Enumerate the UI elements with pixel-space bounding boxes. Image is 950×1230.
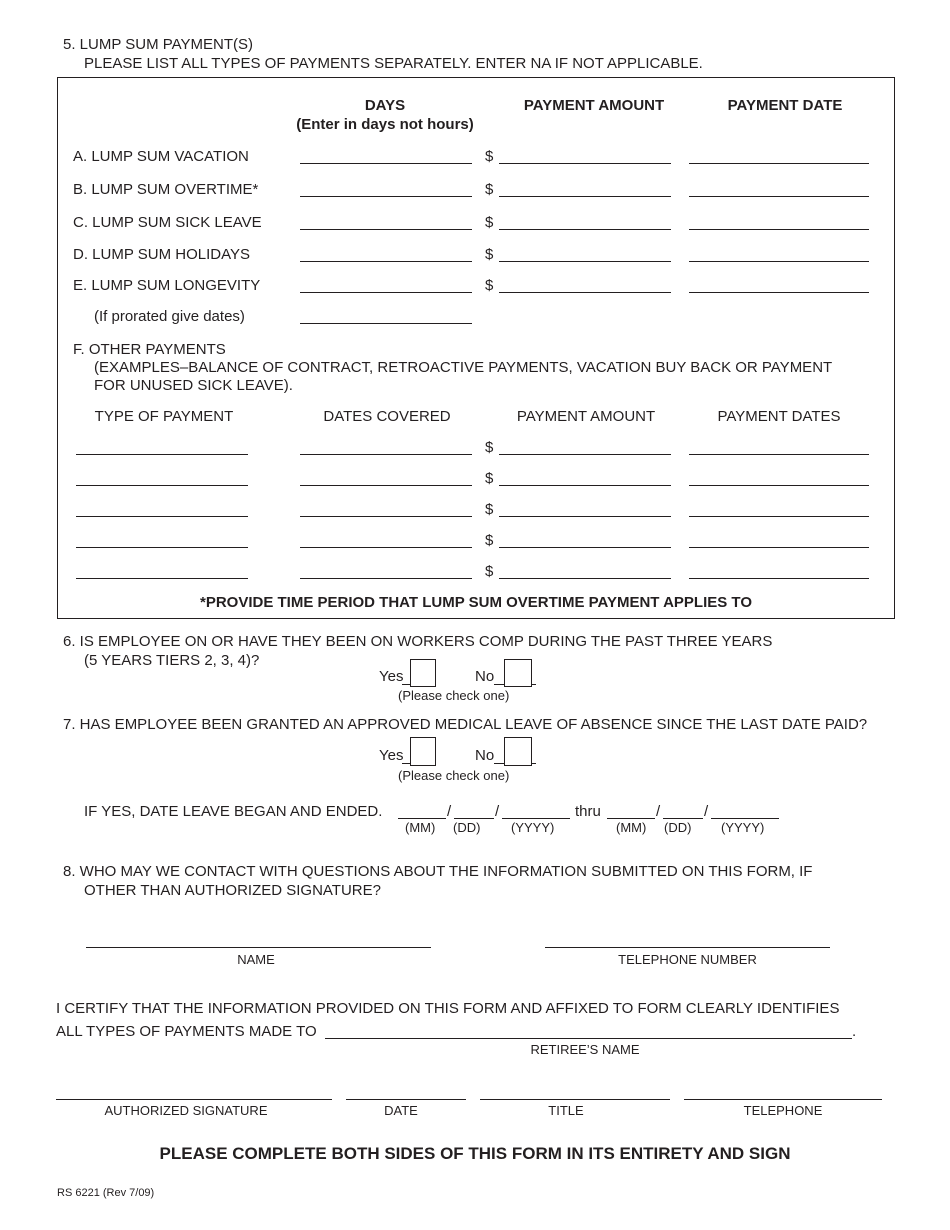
col-payment-amount: PAYMENT AMOUNT	[516, 408, 656, 425]
dollar-sign: $	[485, 246, 494, 263]
section-8-question: 8. WHO MAY WE CONTACT WITH QUESTIONS ABOUT THE INFORMATION SUBMITTED ON THIS FORM, IF	[63, 863, 813, 880]
q6-no-checkbox[interactable]	[504, 659, 532, 687]
section-5-heading: 5. LUMP SUM PAYMENT(S)	[63, 36, 254, 53]
dollar-sign: $	[485, 470, 494, 487]
other-dates-field[interactable]	[300, 547, 472, 548]
other-payment-date-field[interactable]	[689, 454, 869, 455]
overtime-amount-field[interactable]	[499, 196, 671, 197]
sick-leave-date-field[interactable]	[689, 229, 869, 230]
other-type-field[interactable]	[76, 516, 248, 517]
other-dates-field[interactable]	[300, 578, 472, 579]
sick-leave-days-field[interactable]	[300, 229, 472, 230]
other-payments-desc-2: FOR UNUSED SICK LEAVE).	[94, 377, 293, 394]
other-payment-date-field[interactable]	[689, 578, 869, 579]
dollar-sign: $	[485, 532, 494, 549]
certify-period: .	[852, 1023, 857, 1040]
col-type-of-payment: TYPE OF PAYMENT	[94, 408, 234, 425]
signature-telephone-field[interactable]	[684, 1099, 882, 1100]
col-payment-dates: PAYMENT DATES	[717, 408, 841, 425]
dollar-sign: $	[485, 563, 494, 580]
yes-label: Yes	[379, 668, 404, 685]
other-type-field[interactable]	[76, 454, 248, 455]
holidays-date-field[interactable]	[689, 261, 869, 262]
retiree-name-field[interactable]	[325, 1038, 852, 1039]
date-slash: /	[704, 803, 709, 820]
leave-begin-day-field[interactable]	[454, 818, 494, 819]
row-label-overtime: B. LUMP SUM OVERTIME*	[73, 181, 259, 198]
contact-name-field[interactable]	[86, 947, 431, 948]
q7-no-checkbox[interactable]	[504, 737, 532, 766]
row-label-sick-leave: C. LUMP SUM SICK LEAVE	[73, 214, 262, 231]
retiree-name-label: RETIREE’S NAME	[530, 1042, 640, 1057]
dollar-sign: $	[485, 214, 494, 231]
vacation-amount-field[interactable]	[499, 163, 671, 164]
longevity-days-field[interactable]	[300, 292, 472, 293]
dollar-sign: $	[485, 181, 494, 198]
row-label-vacation: A. LUMP SUM VACATION	[73, 148, 249, 165]
other-amount-field[interactable]	[499, 454, 671, 455]
date-slash: /	[495, 803, 500, 820]
yes-label: Yes	[379, 747, 404, 764]
holidays-days-field[interactable]	[300, 261, 472, 262]
vacation-days-field[interactable]	[300, 163, 472, 164]
other-amount-field[interactable]	[499, 516, 671, 517]
other-dates-field[interactable]	[300, 485, 472, 486]
other-payments-desc-1: (EXAMPLES–BALANCE OF CONTRACT, RETROACTIVE PAYMENTS, VACATION BUY BACK OR PAYMENT	[94, 359, 833, 376]
authorized-signature-label: AUTHORIZED SIGNATURE	[104, 1103, 268, 1118]
no-label: No	[475, 668, 495, 685]
overtime-footnote: *PROVIDE TIME PERIOD THAT LUMP SUM OVERTIME PAYMENT APPLIES TO	[199, 594, 752, 611]
yyyy-label: (YYYY)	[721, 820, 765, 835]
leave-end-month-field[interactable]	[607, 818, 655, 819]
yyyy-label: (YYYY)	[511, 820, 555, 835]
col-dates-covered: DATES COVERED	[323, 408, 451, 425]
form-id: RS 6221 (Rev 7/09)	[57, 1187, 155, 1199]
other-dates-field[interactable]	[300, 454, 472, 455]
other-amount-field[interactable]	[499, 485, 671, 486]
other-type-field[interactable]	[76, 485, 248, 486]
signature-date-label: DATE	[384, 1103, 418, 1118]
col-amount-header: PAYMENT AMOUNT	[523, 97, 665, 114]
other-type-field[interactable]	[76, 547, 248, 548]
prorated-label: (If prorated give dates)	[94, 308, 245, 325]
leave-end-day-field[interactable]	[663, 818, 703, 819]
overtime-days-field[interactable]	[300, 196, 472, 197]
contact-phone-field[interactable]	[545, 947, 830, 948]
holidays-amount-field[interactable]	[499, 261, 671, 262]
dd-label: (DD)	[664, 820, 692, 835]
section-8-question-cont: OTHER THAN AUTHORIZED SIGNATURE?	[84, 882, 381, 899]
signature-title-field[interactable]	[480, 1099, 670, 1100]
overtime-date-field[interactable]	[689, 196, 869, 197]
col-days-subheader: (Enter in days not hours)	[296, 116, 474, 133]
signature-date-field[interactable]	[346, 1099, 466, 1100]
dollar-sign: $	[485, 148, 494, 165]
col-date-header: PAYMENT DATE	[727, 97, 843, 114]
sick-leave-amount-field[interactable]	[499, 229, 671, 230]
q6-yes-checkbox[interactable]	[410, 659, 436, 687]
section-6-question: 6. IS EMPLOYEE ON OR HAVE THEY BEEN ON WORKERS COMP DURING THE PAST THREE YEARS	[63, 633, 773, 650]
q7-yes-checkbox[interactable]	[410, 737, 436, 766]
col-days-header: DAYS	[364, 97, 406, 114]
dollar-sign: $	[485, 439, 494, 456]
signature-telephone-label: TELEPHONE	[743, 1103, 823, 1118]
prorated-dates-field[interactable]	[300, 323, 472, 324]
dollar-sign: $	[485, 501, 494, 518]
certify-text: I CERTIFY THAT THE INFORMATION PROVIDED ON THIS FORM AND AFFIXED TO FORM CLEARLY IDENTIFIES	[56, 1000, 840, 1017]
no-label: No	[475, 747, 495, 764]
longevity-date-field[interactable]	[689, 292, 869, 293]
check-one-note: (Please check one)	[398, 768, 510, 783]
section-5-instruction: PLEASE LIST ALL TYPES OF PAYMENTS SEPARATELY. ENTER NA IF NOT APPLICABLE.	[84, 55, 703, 72]
if-yes-date-label: IF YES, DATE LEAVE BEGAN AND ENDED.	[84, 803, 383, 820]
row-label-holidays: D. LUMP SUM HOLIDAYS	[73, 246, 250, 263]
vacation-date-field[interactable]	[689, 163, 869, 164]
other-payment-date-field[interactable]	[689, 547, 869, 548]
contact-name-label: NAME	[237, 952, 275, 967]
date-slash: /	[656, 803, 661, 820]
dd-label: (DD)	[453, 820, 481, 835]
authorized-signature-field[interactable]	[56, 1099, 332, 1100]
complete-both-sides-notice: PLEASE COMPLETE BOTH SIDES OF THIS FORM IN ITS ENTIRETY AND SIGN	[159, 1144, 791, 1163]
section-7-question: 7. HAS EMPLOYEE BEEN GRANTED AN APPROVED MEDICAL LEAVE OF ABSENCE SINCE THE LAST DATE PAID?	[63, 716, 868, 733]
mm-label: (MM)	[405, 820, 436, 835]
certify-text-cont: ALL TYPES OF PAYMENTS MADE TO	[56, 1023, 317, 1040]
check-one-note: (Please check one)	[398, 688, 510, 703]
other-payment-date-field[interactable]	[689, 516, 869, 517]
dollar-sign: $	[485, 277, 494, 294]
leave-end-year-field[interactable]	[711, 818, 779, 819]
other-payments-title: F. OTHER PAYMENTS	[73, 341, 226, 358]
leave-begin-month-field[interactable]	[398, 818, 446, 819]
other-type-field[interactable]	[76, 578, 248, 579]
leave-begin-year-field[interactable]	[502, 818, 570, 819]
other-amount-field[interactable]	[499, 547, 671, 548]
other-payment-date-field[interactable]	[689, 485, 869, 486]
thru-label: thru	[575, 803, 601, 820]
row-label-longevity: E. LUMP SUM LONGEVITY	[73, 277, 261, 294]
section-6-question-cont: (5 YEARS TIERS 2, 3, 4)?	[84, 652, 260, 669]
other-dates-field[interactable]	[300, 516, 472, 517]
other-amount-field[interactable]	[499, 578, 671, 579]
contact-phone-label: TELEPHONE NUMBER	[618, 952, 757, 967]
signature-title-label: TITLE	[548, 1103, 584, 1118]
date-slash: /	[447, 803, 452, 820]
mm-label: (MM)	[616, 820, 647, 835]
longevity-amount-field[interactable]	[499, 292, 671, 293]
